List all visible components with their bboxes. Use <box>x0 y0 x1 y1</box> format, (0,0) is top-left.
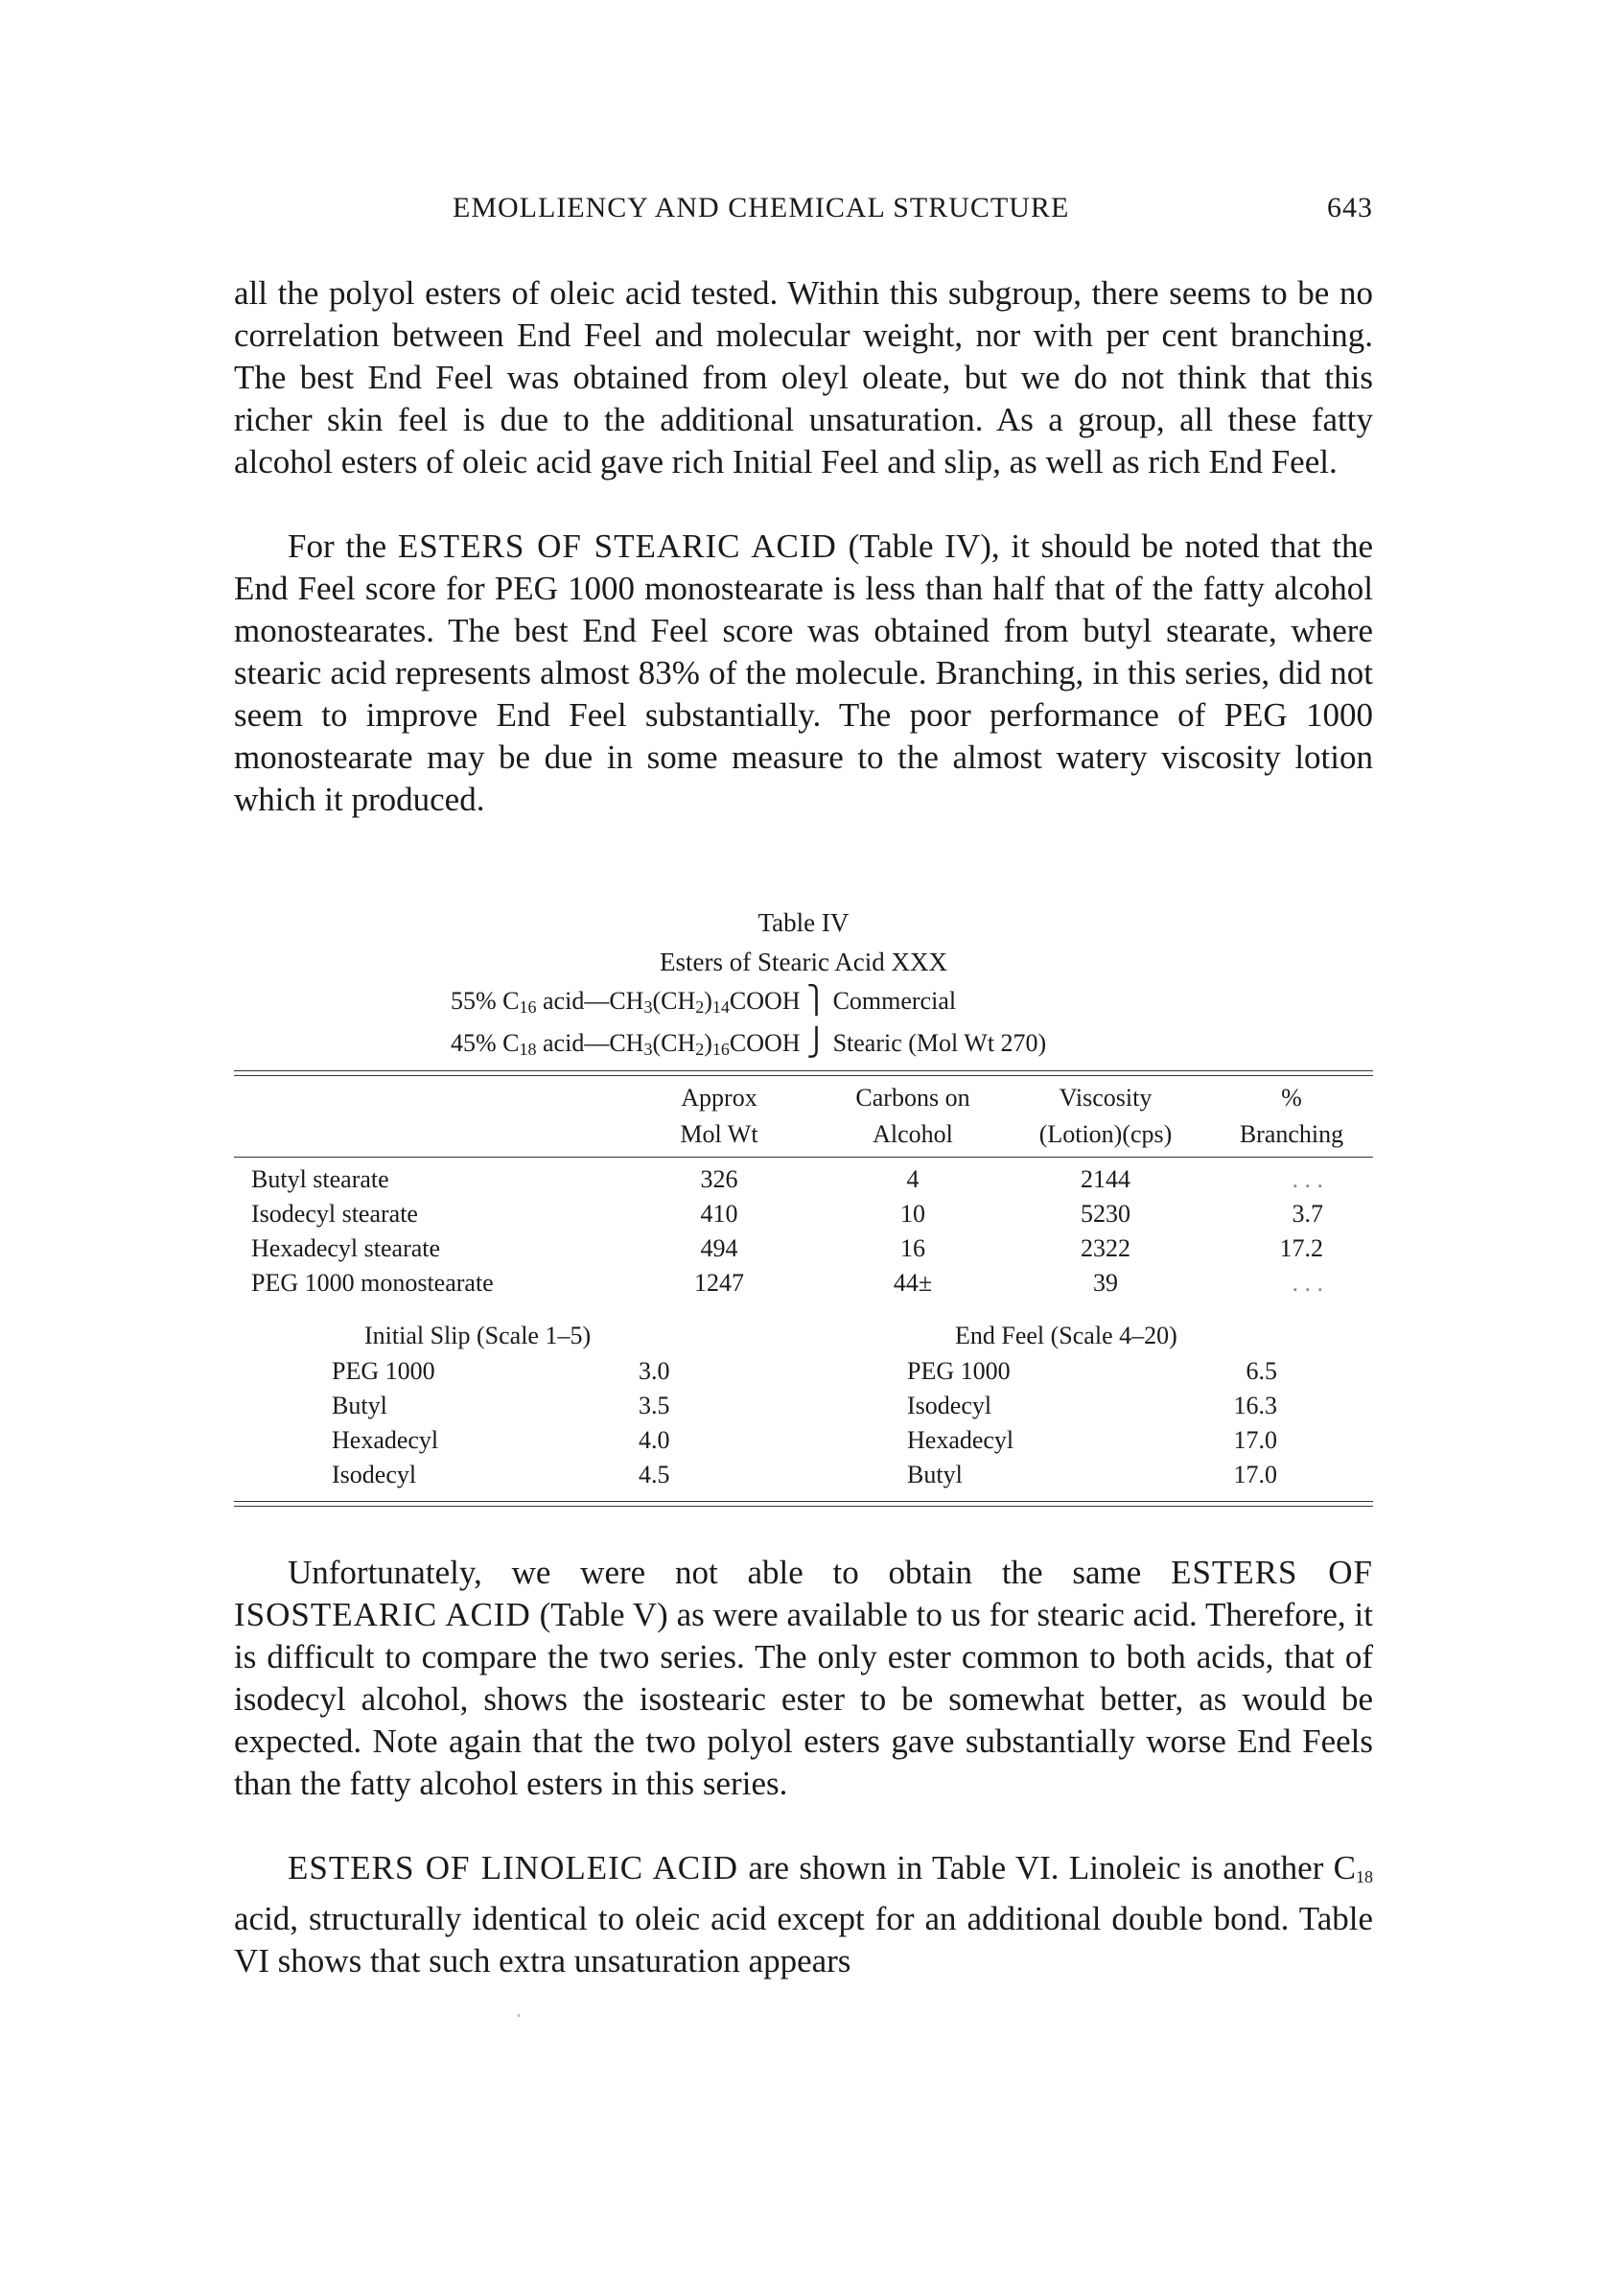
paragraph-body-cont: acid, structurally identical to oleic acid except for an additional double bond. Table VI shows that such extra unsaturation appears <box>234 1900 1373 1980</box>
table-subtitle: Esters of Stearic Acid XXX <box>660 948 947 976</box>
page-number: 643 <box>1327 192 1373 223</box>
running-title: EMOLLIENCY AND CHEMICAL STRUCTURE <box>453 192 1070 223</box>
section-heading-linoleic: ESTERS OF LINOLEIC ACID <box>288 1849 739 1886</box>
paragraph-linoleic <box>234 1847 1373 1982</box>
paragraph-stearic <box>234 526 1373 821</box>
table-top-rule-inner <box>234 1075 1373 1076</box>
initial-slip-title: Initial Slip (Scale 1–5) <box>364 1322 592 1349</box>
paragraph-body: (Table IV), it should be noted that the End Feel score for PEG 1000 monostearate is less than half that of the fatty alcohol monostearates. The best End Feel score was obtained from butyl stearate, where stearic acid represents almost 83% of the molecule. Branching, in this series, did not seem to improve End Feel substantially. The poor performance of PEG 1000 monostearate may be due in some measure to the almost watery viscosity lotion which it produced. <box>234 527 1374 818</box>
section-heading-stearic: ESTERS OF STEARIC ACID <box>397 527 837 565</box>
table-header-rule <box>234 1157 1373 1158</box>
brace-bottom-icon: ⎭ <box>806 1028 827 1058</box>
table-bottom-rule <box>234 1501 1373 1502</box>
paragraph-body: (Table V) as were available to us for stearic acid. Therefore, it is difficult to compare the two series. The only ester common to both acids, that of isodecyl alcohol, shows the isostearic ester to be somewhat better, as would be expected. Note again that the two polyol esters gave substantially worse End Feels than the fatty alcohol esters in this series. <box>234 1596 1373 1802</box>
table-title: Table IV <box>757 908 850 937</box>
composition-line-c18: 45% $C_{18}$ $acid—CH_3(CH_2)_{16}COOH$ ⎭ Stearic (Mol Wt 270) <box>451 1028 1047 1059</box>
composition-line-c16: 55% $C_{16}$ $acid—CH_3(CH_2)_{14}COOH$ ⎫ Commercial <box>451 986 957 1017</box>
column-header-branching: % Branching <box>1239 1084 1344 1148</box>
column-header-mol-wt: Approx Mol Wt <box>680 1084 758 1148</box>
column-header-carbons: Carbons on Alcohol <box>855 1084 970 1148</box>
end-feel-title: End Feel (Scale 4–20) <box>955 1322 1177 1349</box>
paragraph-body: are shown in Table VI. Linoleic is another C <box>748 1849 1357 1886</box>
paragraph-lead: For the <box>288 527 387 565</box>
table-composition <box>451 983 1046 1067</box>
table-bottom-rule-inner <box>234 1506 1373 1507</box>
scan-speck <box>518 2014 520 2017</box>
section-heading-isostearic: ESTERS OF ISOSTEARIC ACID <box>234 1554 1374 1633</box>
table-top-rule <box>234 1070 1373 1071</box>
paragraph-lead: Unfortunately, we were not able to obtain the same <box>288 1554 1142 1591</box>
brace-top-icon: ⎫ <box>806 986 827 1016</box>
subscript: 18 <box>1356 1867 1374 1886</box>
paragraph-oleic-continued: all the polyol esters of oleic acid tested. Within this subgroup, there seems to be no correlation between End Feel and molecular weight, nor with per cent branching. The best End Feel was obtained from oleyl oleate, but we do not think that this richer skin feel is due to the additional unsaturation. As a group, all these fatty alcohol esters of oleic acid gave rich Initial Feel and slip, as well as rich End Feel. <box>234 274 1373 480</box>
paragraph-isostearic <box>234 1552 1373 1805</box>
column-header-viscosity: Viscosity (Lotion)(cps) <box>1038 1084 1173 1148</box>
